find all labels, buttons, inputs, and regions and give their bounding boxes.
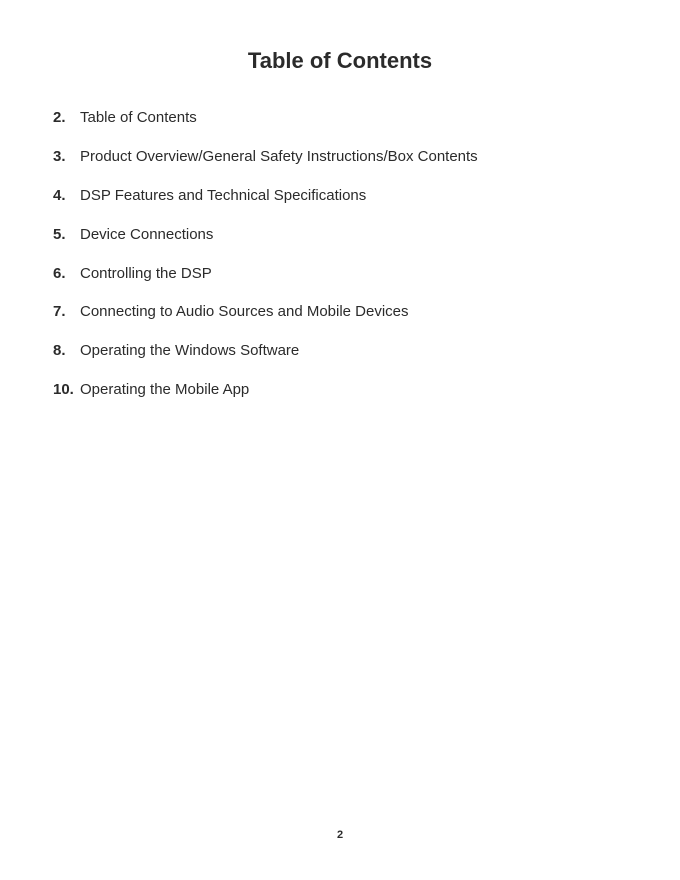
toc-entry-label: Operating the Windows Software bbox=[80, 342, 300, 360]
toc-entry-page-number: 7. bbox=[53, 303, 66, 321]
toc-entry-label: DSP Features and Technical Specifications bbox=[80, 186, 367, 204]
toc-entry[interactable] bbox=[53, 380, 653, 419]
toc-entry[interactable] bbox=[53, 225, 653, 264]
toc-entry[interactable] bbox=[53, 302, 653, 341]
toc-entry[interactable] bbox=[53, 341, 653, 380]
page-title: Table of Contents bbox=[247, 48, 433, 73]
toc-entry[interactable] bbox=[53, 264, 653, 303]
toc-entry-label: Product Overview/General Safety Instructions/Box Contents bbox=[80, 147, 478, 165]
toc-entry-page-number: 4. bbox=[53, 186, 66, 204]
toc-entry-label: Connecting to Audio Sources and Mobile Devices bbox=[80, 303, 409, 321]
table-of-contents bbox=[53, 108, 653, 419]
toc-entry-label: Operating the Mobile App bbox=[80, 381, 250, 399]
toc-entry-label: Table of Contents bbox=[80, 109, 197, 126]
toc-entry-page-number: 10. bbox=[53, 381, 74, 399]
toc-entry-page-number: 2. bbox=[53, 109, 66, 126]
toc-entry[interactable] bbox=[53, 147, 653, 186]
toc-entry[interactable] bbox=[53, 186, 653, 225]
toc-entry-page-number: 3. bbox=[53, 147, 66, 165]
toc-entry-page-number: 6. bbox=[53, 264, 66, 282]
toc-entry[interactable] bbox=[53, 108, 653, 147]
toc-entry-label: Device Connections bbox=[80, 225, 214, 243]
page-number: 2 bbox=[336, 829, 344, 841]
toc-entry-page-number: 5. bbox=[53, 225, 66, 243]
toc-entry-page-number: 8. bbox=[53, 342, 66, 360]
toc-entry-label: Controlling the DSP bbox=[80, 264, 212, 282]
